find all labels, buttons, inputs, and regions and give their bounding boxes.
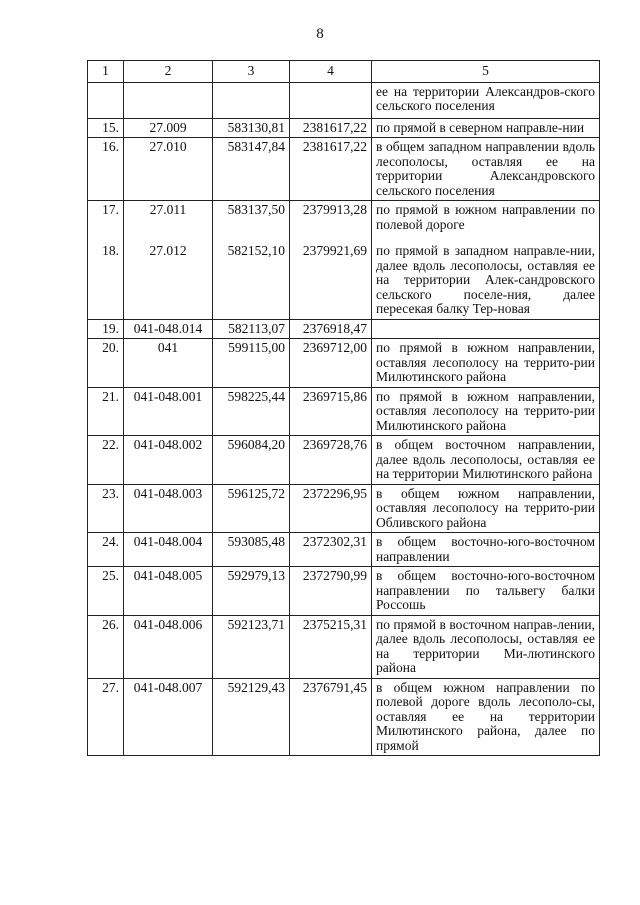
table-row — [88, 319, 600, 339]
point-code: 041-048.002 — [124, 436, 213, 485]
boundary-description: по прямой в западном направле-нии, далее вдоль лесополосы, оставляя ее на территории Алек-сандровского сельского поселе-ния, далее пересекая балку Тер-новая — [372, 242, 600, 319]
coord-y: 2376791,45 — [290, 678, 372, 756]
point-code: 041 — [124, 339, 213, 388]
boundary-description: по прямой в южном направлении, оставляя лесополосу на террито-рии Милютинского района — [372, 339, 600, 388]
coord-x: 599115,00 — [213, 339, 290, 388]
row-number: 24. — [88, 533, 124, 567]
table-row — [88, 567, 600, 616]
coord-y: 2369728,76 — [290, 436, 372, 485]
header-cell: 4 — [290, 61, 372, 83]
boundary-description: по прямой в южном направлении, оставляя лесополосу на террито-рии Милютинского района — [372, 387, 600, 436]
row-number: 15. — [88, 118, 124, 138]
table-row — [88, 242, 600, 319]
coord-y: 2372302,31 — [290, 533, 372, 567]
coord-y: 2379913,28 — [290, 201, 372, 243]
point-code: 041-048.005 — [124, 567, 213, 616]
coord-y: 2381617,22 — [290, 118, 372, 138]
coord-x: 582113,07 — [213, 319, 290, 339]
row-number: 27. — [88, 678, 124, 756]
table-row — [88, 615, 600, 678]
table-row — [88, 533, 600, 567]
boundary-description: в общем восточном направлении, далее вдоль лесополосы, оставляя ее на территории Милютинского района — [372, 436, 600, 485]
point-code — [124, 82, 213, 118]
point-code: 041-048.014 — [124, 319, 213, 339]
coord-x: 582152,10 — [213, 242, 290, 319]
row-number: 16. — [88, 138, 124, 201]
table-row — [88, 339, 600, 388]
coord-x: 583130,81 — [213, 118, 290, 138]
row-number — [88, 82, 124, 118]
coord-x: 596084,20 — [213, 436, 290, 485]
table-row — [88, 201, 600, 243]
boundary-description: по прямой в южном направлении по полевой дороге — [372, 201, 600, 243]
point-code: 27.010 — [124, 138, 213, 201]
table-row — [88, 484, 600, 533]
coord-y: 2379921,69 — [290, 242, 372, 319]
table-row — [88, 82, 600, 118]
coord-y: 2376918,47 — [290, 319, 372, 339]
boundary-description: в общем южном направлении, оставляя лесополосу на террито-рии Обливского района — [372, 484, 600, 533]
row-number: 25. — [88, 567, 124, 616]
coord-x: 592129,43 — [213, 678, 290, 756]
coord-x: 583147,84 — [213, 138, 290, 201]
point-code: 041-048.004 — [124, 533, 213, 567]
row-number: 26. — [88, 615, 124, 678]
boundary-description — [372, 319, 600, 339]
header-cell: 2 — [124, 61, 213, 83]
point-code: 27.011 — [124, 201, 213, 243]
coord-x: 592123,71 — [213, 615, 290, 678]
point-code: 041-048.003 — [124, 484, 213, 533]
coord-x: 593085,48 — [213, 533, 290, 567]
point-code: 041-048.006 — [124, 615, 213, 678]
point-code: 041-048.007 — [124, 678, 213, 756]
boundary-points-table — [87, 60, 600, 756]
row-number: 20. — [88, 339, 124, 388]
coord-x — [213, 82, 290, 118]
coord-y: 2372790,99 — [290, 567, 372, 616]
row-number: 21. — [88, 387, 124, 436]
boundary-description: по прямой в северном направле-нии — [372, 118, 600, 138]
boundary-description: в общем западном направлении вдоль лесополосы, оставляя ее на территории Александровского сельского поселения — [372, 138, 600, 201]
table-header-row — [88, 61, 600, 83]
table-row — [88, 138, 600, 201]
row-number: 22. — [88, 436, 124, 485]
coord-y: 2372296,95 — [290, 484, 372, 533]
header-cell: 3 — [213, 61, 290, 83]
point-code: 041-048.001 — [124, 387, 213, 436]
boundary-description: в общем южном направлении по полевой дороге вдоль лесополо-сы, оставляя ее на территории Милютинского района, далее по прямой — [372, 678, 600, 756]
coord-x: 592979,13 — [213, 567, 290, 616]
coord-x: 598225,44 — [213, 387, 290, 436]
row-number: 18. — [88, 242, 124, 319]
point-code: 27.012 — [124, 242, 213, 319]
coord-y — [290, 82, 372, 118]
coord-y: 2369715,86 — [290, 387, 372, 436]
coord-y: 2375215,31 — [290, 615, 372, 678]
row-number: 19. — [88, 319, 124, 339]
coord-x: 583137,50 — [213, 201, 290, 243]
coord-y: 2369712,00 — [290, 339, 372, 388]
header-cell: 1 — [88, 61, 124, 83]
coord-y: 2381617,22 — [290, 138, 372, 201]
table-row — [88, 678, 600, 756]
table-row — [88, 436, 600, 485]
row-number: 23. — [88, 484, 124, 533]
boundary-description: в общем восточно-юго-восточном направлении — [372, 533, 600, 567]
table-row — [88, 387, 600, 436]
page-number: 8 — [316, 26, 324, 42]
boundary-description: по прямой в восточном направ-лении, далее вдоль лесополосы, оставляя ее на территории Ми-лютинского района — [372, 615, 600, 678]
coord-x: 596125,72 — [213, 484, 290, 533]
boundary-description: в общем восточно-юго-восточном направлении по тальвегу балки Россошь — [372, 567, 600, 616]
header-cell: 5 — [372, 61, 600, 83]
boundary-description: ее на территории Александров-ского сельского поселения — [372, 82, 600, 118]
point-code: 27.009 — [124, 118, 213, 138]
row-number: 17. — [88, 201, 124, 243]
table-row — [88, 118, 600, 138]
